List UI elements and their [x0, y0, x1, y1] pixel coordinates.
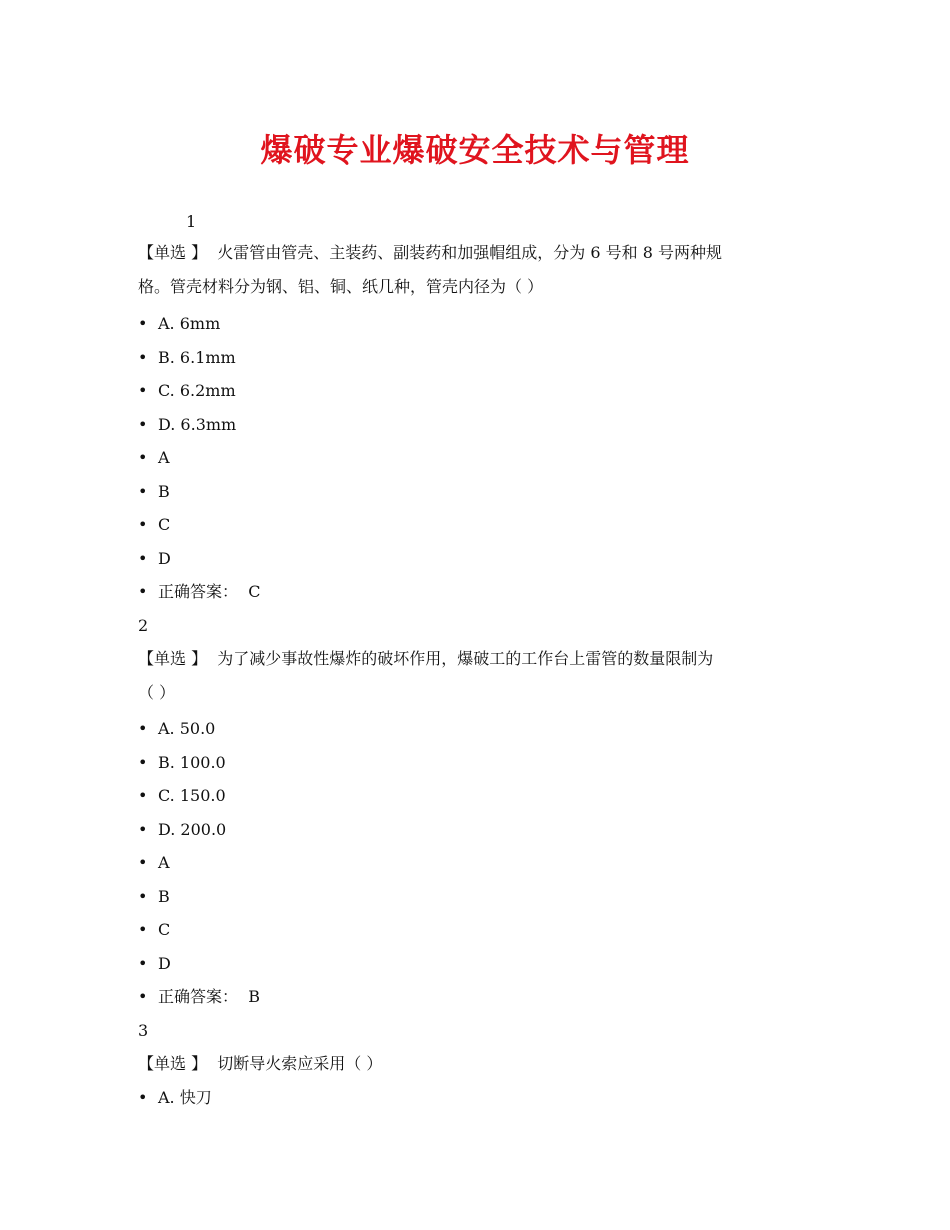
bullet-icon: •	[138, 314, 148, 333]
bullet-icon: •	[138, 920, 148, 939]
question-stem-continued: 格。管壳材料分为钢、铝、铜、纸几种，管壳内径为（ ）	[138, 277, 544, 296]
question-number: 2	[138, 616, 149, 635]
bullet-icon: •	[138, 786, 148, 805]
bullet-icon: •	[138, 987, 148, 1006]
option-item: • B. 100.0	[138, 751, 226, 775]
choice-item: • A	[138, 851, 170, 875]
question-stem	[138, 241, 722, 265]
option-item: • C. 6.2mm	[138, 379, 236, 403]
bullet-icon: •	[138, 415, 148, 434]
choice-item: • C	[138, 513, 170, 537]
choice-item: • D	[138, 547, 171, 571]
bullet-icon: •	[138, 820, 148, 839]
choice-item: • A	[138, 446, 170, 470]
bullet-icon: •	[138, 448, 148, 467]
option-item: • D. 6.3mm	[138, 413, 236, 437]
bullet-icon: •	[138, 887, 148, 906]
bullet-icon: •	[138, 954, 148, 973]
question-stem-text: 切断导火索应采用（ ）	[217, 1054, 383, 1073]
bullet-icon: •	[138, 549, 148, 568]
bullet-icon: •	[138, 515, 148, 534]
question-number: 1	[186, 212, 197, 231]
question-number: 3	[138, 1021, 149, 1040]
choice-item: • D	[138, 952, 171, 976]
bullet-icon: •	[138, 1088, 148, 1107]
option-item: • C. 150.0	[138, 784, 226, 808]
bullet-icon: •	[138, 719, 148, 738]
question-stem-continued: （ ）	[138, 683, 176, 702]
correct-answer: • 正确答案： B	[138, 985, 260, 1009]
choice-item: • B	[138, 480, 170, 504]
question-stem-text: 为了减少事故性爆炸的破坏作用，爆破工的工作台上雷管的数量限制为	[217, 649, 714, 668]
question-stem	[138, 647, 713, 671]
question-stem	[138, 1052, 382, 1076]
correct-answer: • 正确答案： C	[138, 580, 260, 604]
choice-item: • C	[138, 918, 170, 942]
choice-item: • B	[138, 885, 170, 909]
option-item: • A. 快刀	[138, 1086, 212, 1110]
bullet-icon: •	[138, 348, 148, 367]
bullet-icon: •	[138, 582, 148, 601]
bullet-icon: •	[138, 753, 148, 772]
option-item: • D. 200.0	[138, 818, 226, 842]
answer-value: B	[248, 987, 260, 1006]
question-stem-text: 火雷管由管壳、主装药、副装药和加强帽组成，分为 6 号和 8 号两种规	[217, 243, 722, 262]
bullet-icon: •	[138, 482, 148, 501]
option-item: • B. 6.1mm	[138, 346, 236, 370]
answer-value: C	[248, 582, 261, 601]
document-title: 爆破专业爆破安全技术与管理	[260, 131, 690, 169]
bullet-icon: •	[138, 381, 148, 400]
question-type-tag: 【单选 】	[138, 649, 208, 668]
option-item: • A. 6mm	[138, 312, 220, 336]
question-type-tag: 【单选 】	[138, 243, 208, 262]
bullet-icon: •	[138, 853, 148, 872]
option-item: • A. 50.0	[138, 717, 215, 741]
question-type-tag: 【单选 】	[138, 1054, 208, 1073]
